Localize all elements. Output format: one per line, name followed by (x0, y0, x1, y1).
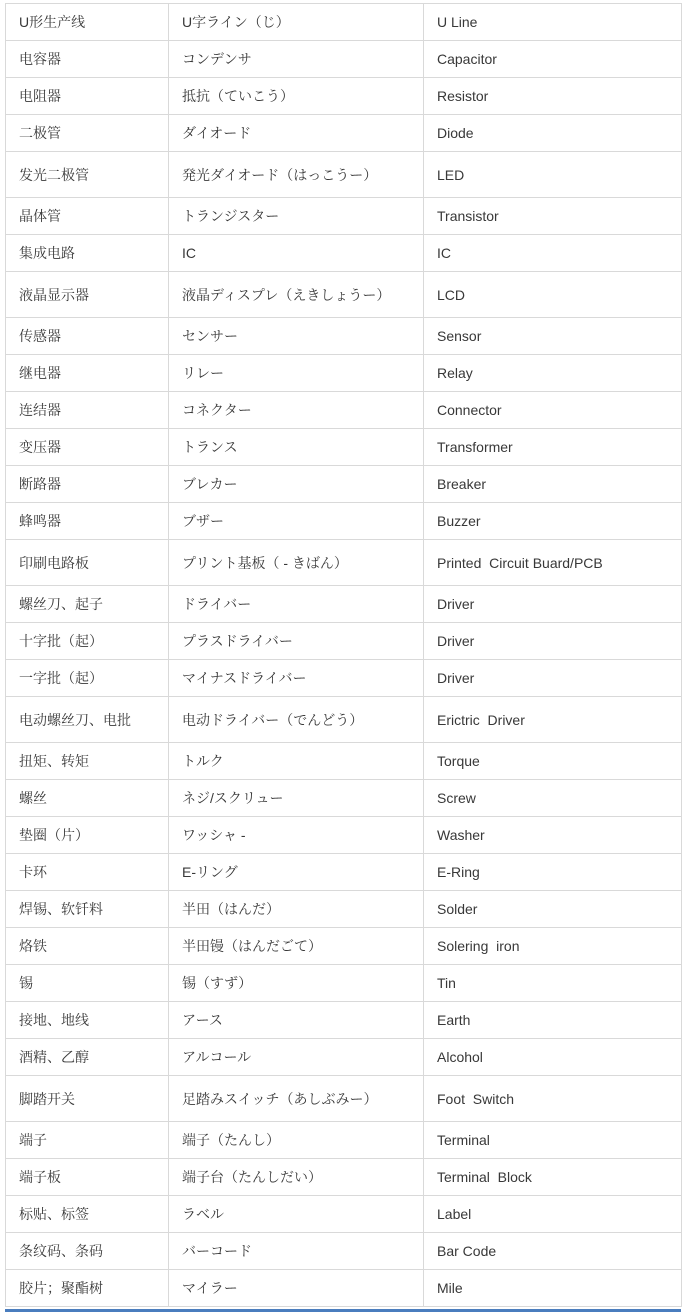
table-row (6, 1196, 682, 1233)
cell-japanese-term: 半田镘（はんだごて） (169, 928, 424, 965)
cell-japanese-term: 电动ドライバー（でんどう） (169, 697, 424, 743)
cell-japanese-term: トランジスター (169, 198, 424, 235)
cell-japanese-term: 锡（すず） (169, 965, 424, 1002)
cell-english-term: Resistor (424, 78, 682, 115)
cell-chinese-term: 印刷电路板 (6, 540, 169, 586)
table-row (6, 743, 682, 780)
cell-chinese-term: 烙铁 (6, 928, 169, 965)
cell-chinese-term: 蜂鸣器 (6, 503, 169, 540)
cell-english-term: Diode (424, 115, 682, 152)
table-row (6, 586, 682, 623)
cell-english-term: Mile (424, 1270, 682, 1307)
cell-japanese-term: プラスドライバー (169, 623, 424, 660)
cell-chinese-term: 十字批（起） (6, 623, 169, 660)
table-row (6, 78, 682, 115)
cell-japanese-term: 足踏みスイッチ（あしぶみー） (169, 1076, 424, 1122)
table-row (6, 1039, 682, 1076)
cell-english-term: Tin (424, 965, 682, 1002)
cell-chinese-term: 酒精、乙醇 (6, 1039, 169, 1076)
cell-chinese-term: 锡 (6, 965, 169, 1002)
cell-japanese-term: センサー (169, 318, 424, 355)
table-row (6, 1270, 682, 1307)
cell-japanese-term: ブザー (169, 503, 424, 540)
cell-japanese-term: トランス (169, 429, 424, 466)
cell-japanese-term: ドライバー (169, 586, 424, 623)
cell-chinese-term: 连结器 (6, 392, 169, 429)
cell-japanese-term: バーコード (169, 1233, 424, 1270)
cell-english-term: Solering iron (424, 928, 682, 965)
table-row (6, 854, 682, 891)
table-row (6, 235, 682, 272)
table-row (6, 198, 682, 235)
cell-chinese-term: 二极管 (6, 115, 169, 152)
table-row (6, 272, 682, 318)
cell-english-term: LED (424, 152, 682, 198)
cell-japanese-term: U字ライン（じ） (169, 4, 424, 41)
cell-chinese-term: 断路器 (6, 466, 169, 503)
cell-japanese-term: ワッシャ - (169, 817, 424, 854)
cell-english-term: Connector (424, 392, 682, 429)
cell-japanese-term: 抵抗（ていこう） (169, 78, 424, 115)
cell-chinese-term: 卡环 (6, 854, 169, 891)
table-row (6, 965, 682, 1002)
cell-english-term: IC (424, 235, 682, 272)
cell-english-term: Washer (424, 817, 682, 854)
cell-chinese-term: 垫圈（片） (6, 817, 169, 854)
cell-english-term: Torque (424, 743, 682, 780)
cell-chinese-term: 电容器 (6, 41, 169, 78)
cell-english-term: Screw (424, 780, 682, 817)
cell-japanese-term: 液晶ディスプレ（えきしょうー） (169, 272, 424, 318)
cell-chinese-term: 脚踏开关 (6, 1076, 169, 1122)
cell-english-term: Terminal (424, 1122, 682, 1159)
cell-japanese-term: E-リング (169, 854, 424, 891)
cell-english-term: Capacitor (424, 41, 682, 78)
cell-chinese-term: 电阻器 (6, 78, 169, 115)
table-row (6, 660, 682, 697)
table-row (6, 928, 682, 965)
cell-chinese-term: 螺丝 (6, 780, 169, 817)
cell-chinese-term: 条纹码、条码 (6, 1233, 169, 1270)
table-row (6, 152, 682, 198)
cell-english-term: Printed Circuit Buard/PCB (424, 540, 682, 586)
cell-chinese-term: 胶片；聚酯树 (6, 1270, 169, 1307)
table-row (6, 4, 682, 41)
cell-chinese-term: 扭矩、转矩 (6, 743, 169, 780)
cell-english-term: Breaker (424, 466, 682, 503)
table-row (6, 115, 682, 152)
cell-japanese-term: ネジ/スクリュー (169, 780, 424, 817)
cell-japanese-term: ダイオード (169, 115, 424, 152)
table-row (6, 780, 682, 817)
cell-english-term: E-Ring (424, 854, 682, 891)
cell-english-term: Buzzer (424, 503, 682, 540)
table-row (6, 41, 682, 78)
cell-japanese-term: 半田（はんだ） (169, 891, 424, 928)
cell-japanese-term: コンデンサ (169, 41, 424, 78)
table-row (6, 817, 682, 854)
cell-english-term: Earth (424, 1002, 682, 1039)
cell-japanese-term: マイラー (169, 1270, 424, 1307)
cell-japanese-term: プリント基板（ - きばん） (169, 540, 424, 586)
table-row (6, 1233, 682, 1270)
glossary-table (5, 3, 682, 1307)
cell-english-term: LCD (424, 272, 682, 318)
table-row (6, 1122, 682, 1159)
cell-chinese-term: 端子板 (6, 1159, 169, 1196)
cell-chinese-term: 标贴、标签 (6, 1196, 169, 1233)
cell-japanese-term: 発光ダイオード（はっこうー） (169, 152, 424, 198)
cell-chinese-term: 一字批（起） (6, 660, 169, 697)
table-row (6, 697, 682, 743)
cell-chinese-term: 接地、地线 (6, 1002, 169, 1039)
cell-chinese-term: 晶体管 (6, 198, 169, 235)
cell-japanese-term: ブレカー (169, 466, 424, 503)
cell-japanese-term: 端子台（たんしだい） (169, 1159, 424, 1196)
cell-english-term: Transistor (424, 198, 682, 235)
cell-japanese-term: コネクター (169, 392, 424, 429)
table-row (6, 1002, 682, 1039)
cell-japanese-term: リレー (169, 355, 424, 392)
table-row (6, 540, 682, 586)
cell-english-term: U Line (424, 4, 682, 41)
table-row (6, 355, 682, 392)
cell-chinese-term: 液晶显示器 (6, 272, 169, 318)
cell-english-term: Driver (424, 623, 682, 660)
cell-japanese-term: アース (169, 1002, 424, 1039)
glossary-table-body (6, 4, 682, 1307)
table-row (6, 1076, 682, 1122)
cell-chinese-term: 发光二极管 (6, 152, 169, 198)
table-row (6, 466, 682, 503)
cell-japanese-term: アルコール (169, 1039, 424, 1076)
cell-english-term: Solder (424, 891, 682, 928)
cell-english-term: Driver (424, 586, 682, 623)
table-row (6, 318, 682, 355)
cell-english-term: Label (424, 1196, 682, 1233)
table-row (6, 429, 682, 466)
cell-english-term: Terminal Block (424, 1159, 682, 1196)
cell-english-term: Driver (424, 660, 682, 697)
cell-chinese-term: 螺丝刀、起子 (6, 586, 169, 623)
cell-japanese-term: ラベル (169, 1196, 424, 1233)
cell-chinese-term: U形生产线 (6, 4, 169, 41)
cell-english-term: Relay (424, 355, 682, 392)
cell-english-term: Sensor (424, 318, 682, 355)
table-row (6, 623, 682, 660)
cell-japanese-term: トルク (169, 743, 424, 780)
cell-chinese-term: 传感器 (6, 318, 169, 355)
cell-english-term: Bar Code (424, 1233, 682, 1270)
cell-chinese-term: 电动螺丝刀、电批 (6, 697, 169, 743)
cell-chinese-term: 集成电路 (6, 235, 169, 272)
cell-chinese-term: 焊锡、软钎料 (6, 891, 169, 928)
cell-chinese-term: 继电器 (6, 355, 169, 392)
cell-chinese-term: 变压器 (6, 429, 169, 466)
table-row (6, 891, 682, 928)
cell-japanese-term: マイナスドライバー (169, 660, 424, 697)
cell-english-term: Alcohol (424, 1039, 682, 1076)
cell-english-term: Foot Switch (424, 1076, 682, 1122)
table-row (6, 1159, 682, 1196)
cell-english-term: Transformer (424, 429, 682, 466)
cell-japanese-term: 端子（たんし） (169, 1122, 424, 1159)
table-row (6, 392, 682, 429)
cell-english-term: Erictric Driver (424, 697, 682, 743)
cell-japanese-term: IC (169, 235, 424, 272)
table-row (6, 503, 682, 540)
cell-chinese-term: 端子 (6, 1122, 169, 1159)
